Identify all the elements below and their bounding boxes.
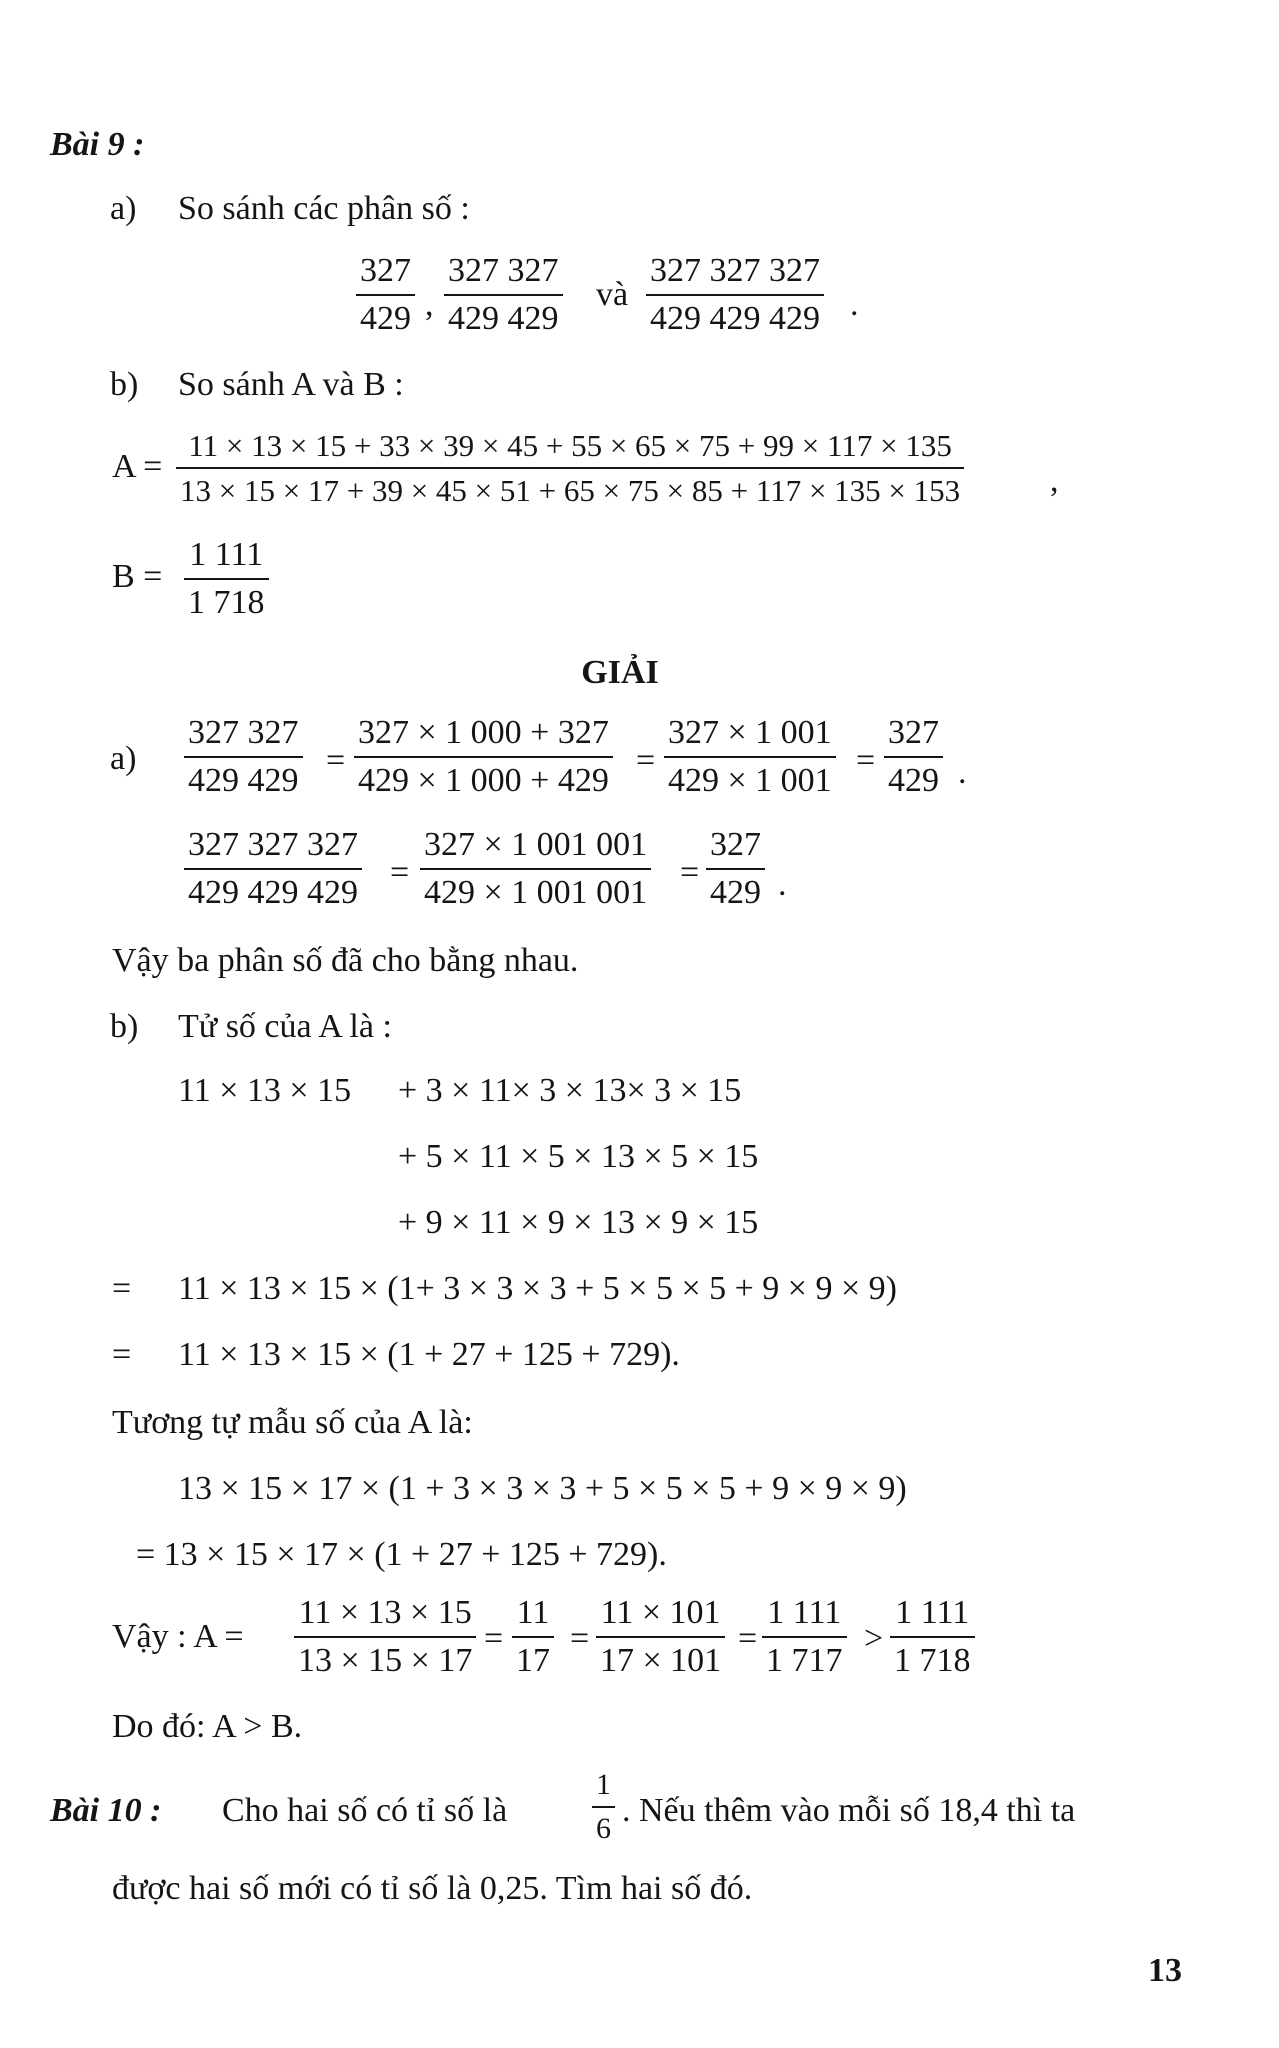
denominator: 429 429 xyxy=(184,756,303,798)
equals-sign: = xyxy=(112,1270,132,1307)
denominator: 13 × 15 × 17 + 39 × 45 × 51 + 65 × 75 × 85 + 117 × 135 × 153 xyxy=(176,467,964,506)
denominator: 13 × 15 × 17 xyxy=(294,1636,476,1678)
denominator: 429 xyxy=(884,756,943,798)
row2-fraction-1 xyxy=(184,828,362,910)
denominator: 429 × 1 001 xyxy=(664,756,836,798)
solution-title: GIẢI xyxy=(581,654,659,691)
conclusion-a: Vậy ba phân số đã cho bằng nhau. xyxy=(112,942,579,979)
numerator: 327 xyxy=(360,252,411,289)
sum-line-3: + 9 × 11 × 9 × 13 × 9 × 15 xyxy=(398,1204,759,1241)
final-fraction-1 xyxy=(294,1596,476,1678)
numerator: 1 111 xyxy=(895,1594,970,1631)
numerator: 11 × 13 × 15 + 33 × 39 × 45 + 55 × 65 × 75 + 99 × 117 × 135 xyxy=(188,428,952,463)
denominator: 1 717 xyxy=(762,1636,847,1678)
denominator: 429 429 429 xyxy=(184,868,362,910)
numerator: 327 327 xyxy=(188,714,299,751)
final-fraction-4 xyxy=(762,1596,847,1678)
equals-sign: = xyxy=(738,1620,758,1657)
final-fraction-2 xyxy=(512,1596,554,1678)
equals-sign: = xyxy=(484,1620,504,1657)
numerator: 327 × 1 001 xyxy=(668,714,832,751)
ex10-text-part3: được hai số mới có tỉ số là 0,25. Tìm hai số đó. xyxy=(112,1870,753,1907)
equals-sign: = xyxy=(570,1620,590,1657)
sum-line-1a: 11 × 13 × 15 xyxy=(178,1072,352,1109)
equals-sign: = xyxy=(390,854,410,891)
fraction-327327-429429 xyxy=(444,254,563,336)
period: . xyxy=(850,286,859,323)
greater-than-sign: > xyxy=(864,1620,884,1657)
conclusion-b: Do đó: A > B. xyxy=(112,1708,303,1745)
B-equals: B = xyxy=(112,558,163,595)
row1-fraction-3 xyxy=(664,716,836,798)
numerator: 327 327 327 xyxy=(650,252,820,289)
row1-fraction-2 xyxy=(354,716,613,798)
ex9-b-prompt: So sánh A và B : xyxy=(178,366,404,403)
denominator: 429 429 429 xyxy=(646,294,824,336)
fraction-B xyxy=(184,538,269,620)
denominator-step-2: = 13 × 15 × 17 × (1 + 27 + 125 + 729). xyxy=(136,1536,667,1573)
comma: , xyxy=(425,286,434,323)
ex9-a-label: a) xyxy=(110,190,137,227)
equals-sign: = xyxy=(680,854,700,891)
denominator-intro: Tương tự mẫu số của A là: xyxy=(112,1404,473,1441)
numerator: 327 × 1 000 + 327 xyxy=(358,714,609,751)
denominator: 429 429 xyxy=(444,294,563,336)
row2-fraction-3 xyxy=(706,828,765,910)
equals-sign: = xyxy=(636,742,656,779)
numerator: 327 xyxy=(888,714,939,751)
fraction-327-429 xyxy=(356,254,415,336)
sum-line-2: + 5 × 11 × 5 × 13 × 5 × 15 xyxy=(398,1138,759,1175)
therefore-A-equals: Vậy : A = xyxy=(112,1618,244,1655)
page-number: 13 xyxy=(1148,1952,1182,1989)
numerator: 1 111 xyxy=(767,1594,842,1631)
final-fraction-3 xyxy=(596,1596,725,1678)
ex10-text-part1: Cho hai số có tỉ số là xyxy=(222,1792,508,1829)
ex9-b-label: b) xyxy=(110,366,139,403)
row1-fraction-4 xyxy=(884,716,943,798)
sol-a-label: a) xyxy=(110,740,137,777)
exercise-10-heading: Bài 10 : xyxy=(50,1792,162,1829)
factored-step-1: 11 × 13 × 15 × (1+ 3 × 3 × 3 + 5 × 5 × 5 + 9 × 9 × 9) xyxy=(178,1270,897,1307)
denominator-step-1: 13 × 15 × 17 × (1 + 3 × 3 × 3 + 5 × 5 × 5 + 9 × 9 × 9) xyxy=(178,1470,907,1507)
numerator: 11 × 101 xyxy=(600,1594,721,1631)
ex10-text-part2: . Nếu thêm vào mỗi số 18,4 thì ta xyxy=(622,1792,1076,1829)
sol-b-label: b) xyxy=(110,1008,139,1045)
A-equals: A = xyxy=(112,448,163,485)
factored-step-2: 11 × 13 × 15 × (1 + 27 + 125 + 729). xyxy=(178,1336,680,1373)
equals-sign: = xyxy=(856,742,876,779)
denominator: 6 xyxy=(592,1806,615,1844)
denominator: 429 xyxy=(356,294,415,336)
denominator: 17 xyxy=(512,1636,554,1678)
numerator: 327 327 xyxy=(448,252,559,289)
comma: , xyxy=(1050,462,1059,499)
numerator: 1 111 xyxy=(189,536,264,573)
row1-fraction-1 xyxy=(184,716,303,798)
denominator: 17 × 101 xyxy=(596,1636,725,1678)
denominator: 429 × 1 001 001 xyxy=(420,868,651,910)
numerator-intro: Tử số của A là : xyxy=(178,1008,392,1045)
fraction-A xyxy=(176,430,964,506)
numerator: 11 xyxy=(516,1594,550,1631)
final-fraction-5 xyxy=(890,1596,975,1678)
numerator: 327 × 1 001 001 xyxy=(424,826,648,863)
equals-sign: = xyxy=(326,742,346,779)
period: . xyxy=(958,754,967,791)
numerator: 11 × 13 × 15 xyxy=(298,1594,472,1631)
numerator: 327 327 327 xyxy=(188,826,358,863)
fraction-one-sixth xyxy=(592,1770,615,1844)
fraction-327327327-429429429 xyxy=(646,254,824,336)
numerator: 1 xyxy=(596,1768,611,1801)
denominator: 429 xyxy=(706,868,765,910)
row2-fraction-2 xyxy=(420,828,651,910)
equals-sign: = xyxy=(112,1336,132,1373)
denominator: 1 718 xyxy=(184,578,269,620)
ex9-a-prompt: So sánh các phân số : xyxy=(178,190,470,227)
conjunction-va: và xyxy=(596,276,629,313)
sum-line-1b: + 3 × 11× 3 × 13× 3 × 15 xyxy=(398,1072,742,1109)
denominator: 429 × 1 000 + 429 xyxy=(354,756,613,798)
period: . xyxy=(778,866,787,903)
exercise-9-heading: Bài 9 : xyxy=(50,126,145,163)
numerator: 327 xyxy=(710,826,761,863)
denominator: 1 718 xyxy=(890,1636,975,1678)
